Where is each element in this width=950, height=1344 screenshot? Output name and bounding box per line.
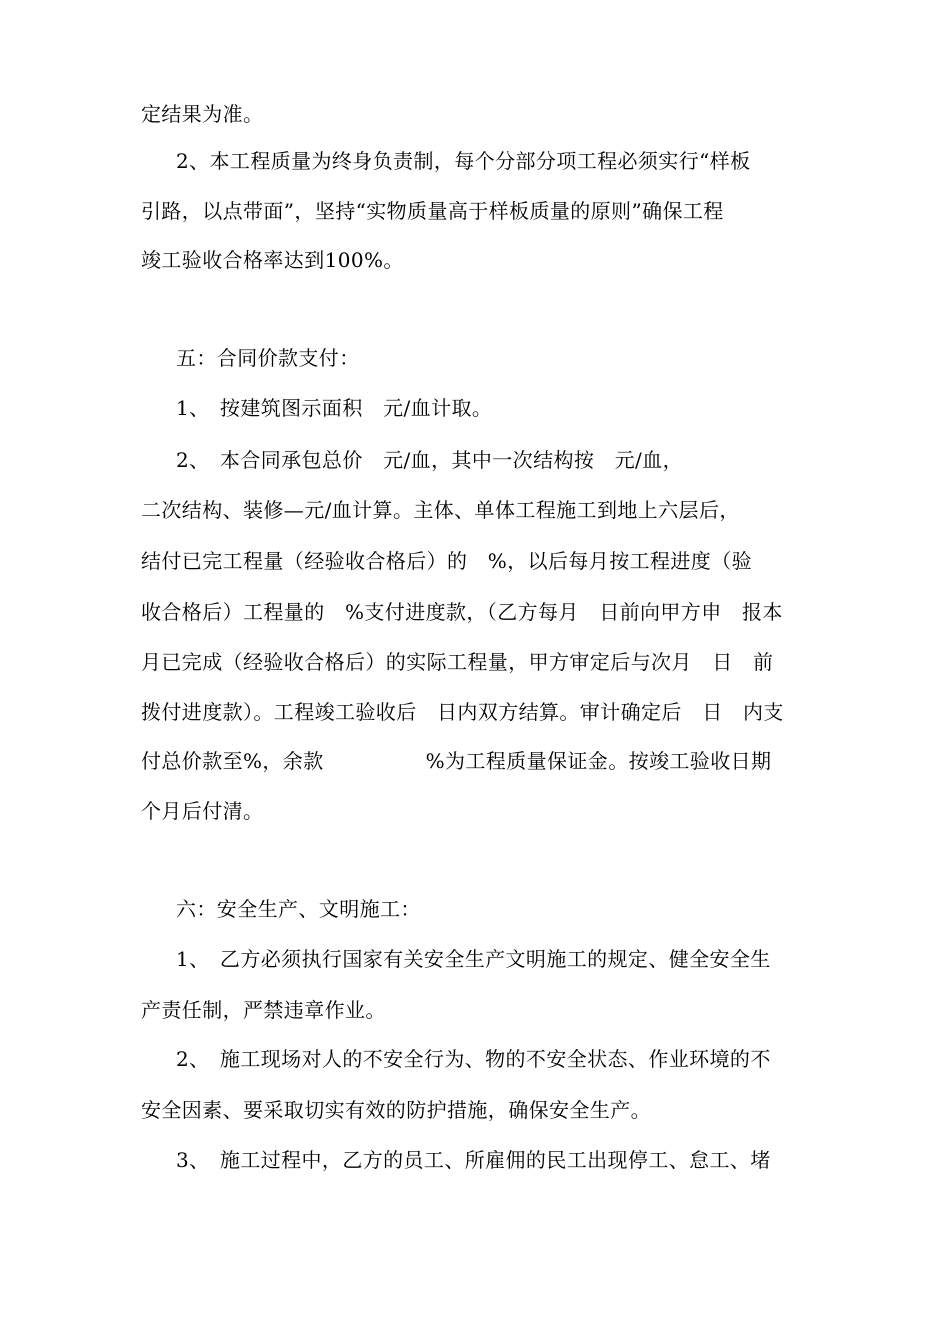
text-line: 1、 按建筑图示面积 元/血计取。 [176,396,493,420]
text-line: 收合格后）工程量的 %支付进度款，（乙方每月 日前向甲方申 报本 [141,600,783,624]
text-line: 结付已完工程量（经验收合格后）的 %，以后每月按工程进度（验 [141,549,753,573]
text-line: 月已完成（经验收合格后）的实际工程量，甲方审定后与次月 日 前 [141,650,774,674]
section-heading: 五：合同价款支付： [176,346,360,370]
text-line: 2、 施工现场对人的不安全行为、物的不安全状态、作业环境的不 [176,1047,771,1071]
text-line: 引路，以点带面”，坚持“实物质量高于样板质量的原则”确保工程 [141,199,724,223]
text-line: 付总价款至%，余款 %为工程质量保证金。按竣工验收日期 [141,749,772,773]
text-line: 2、 本合同承包总价 元/血，其中一次结构按 元/血， [176,448,684,472]
text-line: 安全因素、要采取切实有效的防护措施，确保安全生产。 [141,1098,651,1122]
text-line: 个月后付清。 [141,799,264,823]
text-line: 3、 施工过程中，乙方的员工、所雇佣的民工出现停工、怠工、堵 [176,1148,771,1172]
text-line: 拨付进度款）。工程竣工验收后 日内双方结算。审计确定后 日 内支 [141,700,784,724]
text-line: 1、 乙方必须执行国家有关安全生产文明施工的规定、健全安全生 [176,947,771,971]
text-line: 竣工验收合格率达到100%。 [141,248,404,272]
text-line: 2、本工程质量为终身负责制，每个分部分项工程必须实行“样板 [176,149,751,173]
text-line: 定结果为准。 [141,102,264,126]
text-line: 产责任制，严禁违章作业。 [141,998,386,1022]
text-line: 二次结构、装修—元/血计算。主体、单体工程施工到地上六层后， [141,498,740,522]
section-heading: 六：安全生产、文明施工： [176,897,421,921]
